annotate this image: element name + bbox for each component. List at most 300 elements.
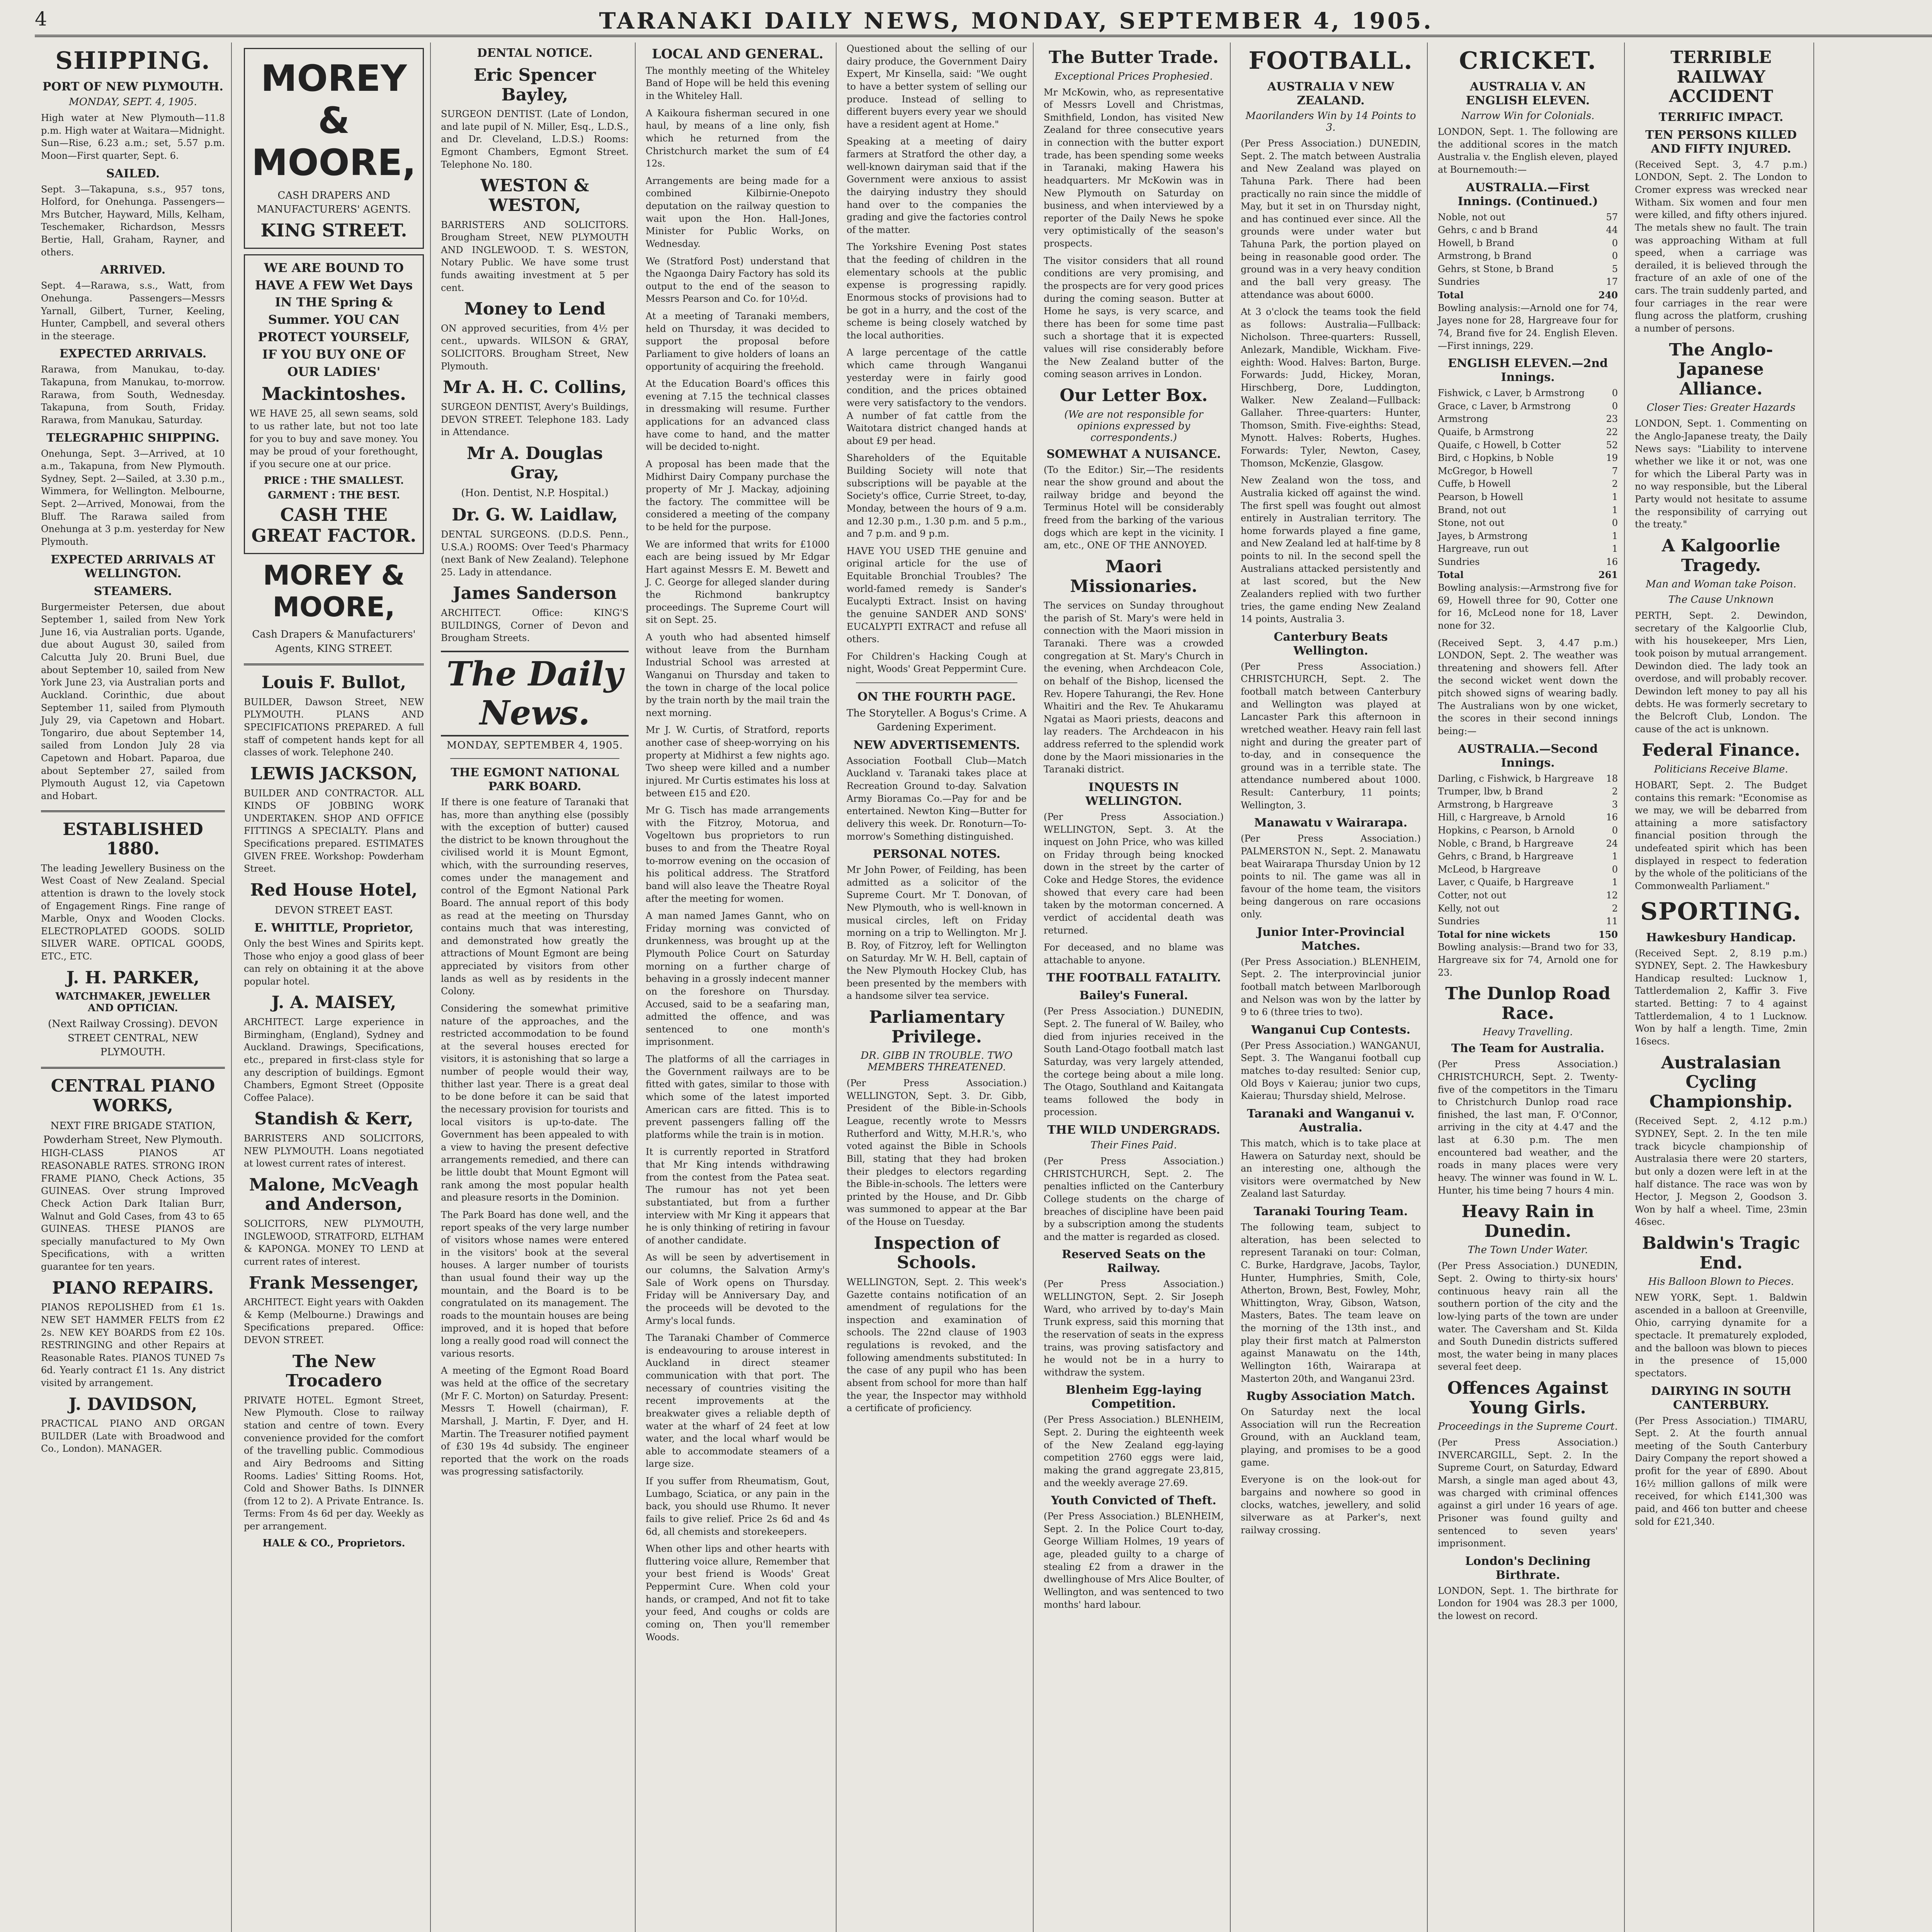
- batsman-name: Gehrs, st Stone, b Brand: [1438, 263, 1554, 274]
- batsman-name: Noble, not out: [1438, 211, 1505, 223]
- batsman-name: Cotter, not out: [1438, 889, 1507, 901]
- scorecard-row: [1438, 250, 1618, 263]
- divider: [856, 682, 1017, 683]
- sporting-heading: SPORTING.: [1640, 897, 1802, 925]
- batsman-runs: 17: [1606, 276, 1618, 287]
- personal-notes-text: Mr John Power, of Feilding, has been admitted as a solicitor of the Supreme Court. Mr T. Donovan, of New Plymouth, who is well-known in musical circles, left on Friday morning on a trip to Wellington. Mr J. B. Roy, of Fitzroy, left for Wellington on Saturday. Mr W. H. Bell, captain of the New Plymouth Hockey Club, has been presented by the members with a handsome silver tea service.: [847, 864, 1027, 1002]
- whittle-heading: E. WHITTLE, Proprietor,: [254, 921, 413, 935]
- rugby-association-text: On Saturday next the local Association will run the Recreation Ground, with an Auckland team, playing, and promises to be a good game.: [1241, 1406, 1421, 1468]
- expected-text: Rarawa, from Manukau, to-day. Takapuna, from Manukau, to-morrow. Rarawa, from South, Wednesday. Takapuna, from South, Friday. Rarawa, from Manukau, Saturday.: [41, 364, 225, 425]
- scorecard-row: [1438, 785, 1618, 798]
- news-paragraph: When other lips and other hearts with fluttering voice allure, Remember that your best friend is Woods' Great Peppermint Cure. When cold your hands, or cramped, And not fit to take your feed, And coughs or colds are coming on, Then you'll remember Woods.: [646, 1543, 830, 1643]
- scorecard-row: [1438, 478, 1618, 491]
- bailey-funeral-text: (Per Press Association.) DUNEDIN, Sept. 2. The funeral of W. Bailey, who died from injuries received in the South Land-Otago football match last Saturday, was very largely attended, the cortege being about a mile long. The Otago, Southland and Kaitangata teams followed the body in procession.: [1044, 1006, 1224, 1118]
- scorecard-total-label: Total: [1438, 289, 1464, 301]
- local-general-heading: LOCAL AND GENERAL.: [652, 46, 823, 62]
- batsman-runs: 12: [1606, 889, 1618, 901]
- piano-works-text: HIGH-CLASS PIANOS AT REASONABLE RATES. STRONG IRON FRAME PIANO, Check Actions, 35 GUINEAS. Over strung Improved Check Action Dark Italian Burr, Walnut and Gold Cases, from 43 to 65 GUINEAS. THESE PIANOS are specially manufactured to My Own Specifications, with a written guarantee for ten years.: [41, 1148, 225, 1272]
- column-8: [1432, 43, 1625, 1932]
- scorecard-row: [1438, 413, 1618, 426]
- scorecard-row: [1438, 387, 1618, 400]
- telegraphic-heading: TELEGRAPHIC SHIPPING.: [46, 431, 219, 445]
- batsman-name: Gehrs, c Brand, b Hargreave: [1438, 851, 1574, 862]
- kalgoorlie-sub: Man and Woman take Poison.: [1646, 578, 1796, 590]
- batsman-runs: 1: [1612, 851, 1618, 862]
- batsman-runs: 0: [1612, 388, 1618, 399]
- junior-text: (Per Press Association.) BLENHEIM, Sept. 2. The interprovincial junior football match between Marlborough and Nelson was won by the latter by 9 to 6 (three tries to two).: [1241, 956, 1421, 1018]
- arrived-text: Sept. 4—Rarawa, s.s., Watt, from Onehunga. Passengers—Messrs Yarnall, Gilbert, Turner, Keeling, Hunter, Campbell, and several others in the steerage.: [41, 280, 225, 342]
- collins-text: SURGEON DENTIST, Avery's Buildings, DEVON STREET. Telephone 183. Lady in Attendance.: [441, 401, 629, 438]
- second-innings-heading: ENGLISH ELEVEN.—2nd Innings.: [1447, 357, 1608, 384]
- letter-box-sub: (We are not responsible for opinions expressed by correspondents.): [1064, 408, 1203, 444]
- everyone-text: Everyone is on the look-out for bargains and nowhere so good in clocks, watches, jewellery, and solid silverware as at Parker's, next railway crossing.: [1241, 1474, 1421, 1536]
- sailed-text: Sept. 3—Takapuna, s.s., 957 tons, Holford, for Onehunga. Passengers—Mrs Butcher, Hayward, Mills, Kelham, Teschemaker, Richardson, Messrs Bertie, Hall, Graham, Rayner, and others.: [41, 184, 225, 258]
- scorecard-row: [1438, 263, 1618, 276]
- news-paragraph: The Yorkshire Evening Post states that the feeding of children in the elementary schools at the public expense is progressing rapidly. Enormous stocks of provisions had to be got in a hurry, and the cost of the scheme is being closely watched by the local authorities.: [847, 242, 1027, 341]
- batsman-runs: 5: [1612, 263, 1618, 274]
- hawkesbury-heading: Hawkesbury Handicap.: [1646, 930, 1796, 944]
- anglo-japanese-sub: Closer Ties: Greater Hazards: [1646, 402, 1796, 414]
- batsman-runs: 0: [1612, 250, 1618, 262]
- parker-name: J. H. PARKER,: [66, 968, 200, 988]
- bullot-text: BUILDER, Dawson Street, NEW PLYMOUTH. PLANS AND SPECIFICATIONS PREPARED. A full staff of competent hands kept for all classes of work. Telephone 240.: [244, 696, 424, 758]
- port-heading: PORT OF NEW PLYMOUTH.: [43, 80, 223, 94]
- youth-theft-text: (Per Press Association.) BLENHEIM, Sept. 2. In the Police Court to-day, George William Holmes, 19 years of age, pleaded guilty to a charge of stealing £2 from a drawer in the dwellinghouse of Mrs Alice Boulter, of Wellington, and was sentenced to two months' hard labour.: [1044, 1511, 1224, 1610]
- scorecard-row: [1438, 530, 1618, 543]
- wild-undergrads-text: (Per Press Association.) CHRISTCHURCH, Sept. 2. The penalties inflicted on the Canterbury College students on the charge of breaches of discipline have been paid by a subscription among the students and the matter is regarded as closed.: [1044, 1156, 1224, 1242]
- scorecard-row: [1438, 465, 1618, 478]
- batsman-name: Noble, c Brand, b Hargreave: [1438, 838, 1574, 849]
- batsman-runs: 16: [1606, 812, 1618, 823]
- davidson-text: PRACTICAL PIANO AND ORGAN BUILDER (Late with Broadwood and Co., London). MANAGER.: [41, 1418, 225, 1454]
- column-6: [1037, 43, 1231, 1932]
- piano-works-heading: CENTRAL PIANO WORKS,: [51, 1076, 215, 1116]
- scorecard-row: [1438, 504, 1618, 517]
- dunlop-heading: The Dunlop Road Race.: [1445, 984, 1611, 1023]
- wet-days-text: WE ARE BOUND TO HAVE A FEW Wet Days IN THE Spring & Summer. YOU CAN PROTECT YOURSELF, IF YOU BUY ONE OF OUR LADIES': [255, 260, 413, 379]
- kalgoorlie-heading: A Kalgoorlie Tragedy.: [1662, 536, 1781, 575]
- news-paragraph: A Kaikoura fisherman secured in one haul, by means of a line only, fish which he returned from the Christchurch market the sum of £4 12s.: [646, 107, 830, 169]
- inspection-heading: Inspection of Schools.: [874, 1233, 1000, 1273]
- batsman-name: Howell, b Brand: [1438, 237, 1514, 248]
- collins-heading: Mr A. H. C. Collins,: [443, 378, 627, 398]
- scorecard-row: [1438, 400, 1618, 413]
- scorecard-row: [1438, 850, 1618, 863]
- rugby-association-heading: Rugby Association Match.: [1246, 1389, 1415, 1403]
- scorecard-total-runs: 240: [1598, 289, 1618, 301]
- editorial-paragraph: The Park Board has done well, and the report speaks of the very large number of visitors whose names were entered in the visitors' book at the several houses. A larger number of tourists than usual found their way up the mountain, and the Board is to be congratulated on its management. The roads to the mountain houses are being improved, and it is hoped that before long a really good road will connect the various resorts.: [441, 1209, 629, 1359]
- batsman-runs: 57: [1606, 211, 1618, 223]
- established-heading: ESTABLISHED 1880.: [63, 819, 203, 859]
- gray-text: (Hon. Dentist, N.P. Hospital.): [461, 487, 609, 499]
- privilege-sub: DR. GIBB IN TROUBLE. TWO MEMBERS THREATENED.: [861, 1050, 1013, 1073]
- laidlaw-text: DENTAL SURGEONS. (D.D.S. Penn., U.S.A.) ROOMS: Over Teed's Pharmacy (next Bank of New Zealand). Telephone 25. Lady in attendance.: [441, 529, 629, 578]
- scorecard-row: [1438, 915, 1618, 928]
- news-paragraph: We (Stratford Post) understand that the Ngaonga Dairy Factory has sold its output to the end of the season to Messrs Pearson and Co. for 10½d.: [646, 255, 830, 304]
- news-paragraph: Mr J. W. Curtis, of Stratford, reports another case of sheep-worrying on his property at Midhirst a few nights ago. Two sheep were killed and a number injured. Mr Curtis estimates his loss at between £15 and £20.: [646, 724, 830, 799]
- inquests-text-cont: For deceased, and no blame was attachable to anyone.: [1044, 942, 1224, 966]
- weston-text: BARRISTERS AND SOLICITORS. Brougham Street, NEW PLYMOUTH AND INGLEWOOD. T. S. WESTON, Notary Public. We have some trust funds awaiting investment at 5 per cent.: [441, 219, 629, 293]
- batsman-runs: 16: [1606, 556, 1618, 567]
- batsman-runs: 2: [1612, 786, 1618, 797]
- batsman-runs: 11: [1606, 916, 1618, 927]
- football-heading: FOOTBALL.: [1248, 46, 1413, 75]
- maori-missionaries-heading: Maori Missionaries.: [1070, 556, 1197, 596]
- batsman-runs: 2: [1612, 903, 1618, 914]
- match-text-2: At 3 o'clock the teams took the field as follows: Australia—Fullback: Nicholson. Three-quarters: Russell, Anlezark, Mandible, Wickham. Five-eighth: Wood. Halves: Barton, Burge. Forwards: Judd, Hickey, Moran, Hirschberg, Dore, Luddington, Walker. New Zealand—Fullback: Gallaher. Three-quarters: Hunter, Thomson, Smith. Five-eighths: Stead, Mynott. Halves: Roberts, Hughes. Forwards: Tyler, Newton, Casey, Thomson, McKenzie, Glasgow.: [1241, 306, 1421, 469]
- scorecard-row: [1438, 876, 1618, 889]
- scorecard-row: [1438, 837, 1618, 850]
- malone-heading: Malone, McVeagh and Anderson,: [249, 1175, 419, 1214]
- cricket-match-sub: Narrow Win for Colonials.: [1461, 110, 1595, 122]
- dental-notice-heading: DENTAL NOTICE.: [477, 46, 593, 60]
- butter-trade-text-2: The visitor considers that all round conditions are very promising, and the prospects are for very good prices during the coming season. Butter at Home he says, is very scarce, and there has been for some time past such a shortage that it is expected values will rise considerably before the New Zealand butter of the coming season arrives in London.: [1044, 255, 1224, 380]
- scorecard-total: [1438, 289, 1618, 302]
- offences-sub: Proceedings in the Supreme Court.: [1438, 1421, 1618, 1433]
- batsman-name: Stone, not out: [1438, 517, 1505, 529]
- money-to-lend-heading: Money to Lend: [464, 299, 605, 319]
- mackintosh-ad: [244, 254, 424, 554]
- second-report: (Received Sept. 3, 4.47 p.m.) LONDON, Sept. 2. The weather was threatening and showers fell. After the second wicket went down the pitch showed signs of wearing badly. The Australians won by one wicket, the scores in their second innings being:—: [1438, 637, 1618, 736]
- letter-text: (To the Editor.) Sir,—The residents near the show ground and about the railway bridge and beyond the Terminus Hotel will be considerably freed from the barking of the various dogs which are kept in the vicinity. I am, etc., ONE OF THE ANNOYED.: [1044, 464, 1224, 551]
- offences-heading: Offences Against Young Girls.: [1447, 1378, 1609, 1418]
- scorecard-row: [1438, 491, 1618, 504]
- wild-undergrads-sub: Their Fines Paid.: [1090, 1139, 1177, 1151]
- batsman-name: Hargreave, run out: [1438, 543, 1529, 554]
- news-paragraph: Mr G. Tisch has made arrangements with the Fitzroy, Motorua, and Vogeltown bus proprietors to run buses to and from the Theatre Royal to-morrow evening on the occasion of his political address. The Stratford band will also leave the Theatre Royal after the meeting for women.: [646, 805, 830, 904]
- column-2: [238, 43, 431, 1932]
- scorecard-total: [1438, 568, 1618, 582]
- jackson-heading: LEWIS JACKSON,: [250, 764, 418, 784]
- column-4: [639, 43, 837, 1932]
- scorecard-row: [1438, 811, 1618, 824]
- news-paragraph: At a meeting of Taranaki members, held on Thursday, it was decided to support the proposal before Parliament to give holders of loans an opportunity of acquiring the freehold.: [646, 311, 830, 372]
- editorial-paragraph: Considering the somewhat primitive nature of the approaches, and the restricted accommodation to be found at the several houses erected for visitors, it is astonishing that so large a number of people would their way, thither last year. There is a great deal to be done before it can be said that the necessary provision for tourists and local visitors is up-to-date. The Government has been appealed to with a view to having the present defective arrangements remedied, and there can be little doubt that Mount Egmont will rank among the most popular health and pleasure resorts in the Dominion.: [441, 1003, 629, 1203]
- birthrate-text: LONDON, Sept. 1. The birthrate for London for 1904 was 28.3 per 1000, the lowest on record.: [1438, 1585, 1618, 1622]
- scorecard-row: [1438, 889, 1618, 902]
- butter-trade-sub: Exceptional Prices Prophesied.: [1054, 70, 1213, 82]
- heavy-rain-text: (Per Press Association.) DUNEDIN, Sept. 2. Owing to thirty-six hours' continuous heavy rain all the southern portion of the city and the low-lying parts of the town are under water. The Caversham and St. Kilda and South Dunedin districts suffered most, the water being in many places several feet deep.: [1438, 1260, 1618, 1372]
- news-paragraph: The Taranaki Chamber of Commerce is endeavouring to arouse interest in Auckland in direct steamer communication with that port. The necessary of countries visiting the recent improvements at the breakwater gives a reliable depth of water at the wharf of 24 feet at low water, and the local wharf would be able to accommodate steamers of a large size.: [646, 1332, 830, 1469]
- personal-notes-heading: PERSONAL NOTES.: [872, 847, 1001, 861]
- canterbury-text: (Per Press Association.) CHRISTCHURCH, Sept. 2. The football match between Canterbury and Wellington was played at Lancaster Park this afternoon in wretched weather. Heavy rain fell last night and during the greater part of to-day, and in consequence the ground was in a terrible state. The attendance numbered about 1000. Result: Canterbury, 11 points; Wellington, 3.: [1241, 661, 1421, 811]
- federal-finance-heading: Federal Finance.: [1642, 740, 1800, 760]
- scorecard-row: [1438, 543, 1618, 556]
- red-house-heading: Red House Hotel,: [250, 880, 418, 900]
- wellington-arrivals-heading: EXPECTED ARRIVALS AT WELLINGTON.: [51, 553, 215, 580]
- bowling-analysis: Bowling analysis:—Brand two for 33, Hargreave six for 74, Arnold one for 23.: [1438, 942, 1618, 978]
- kalgoorlie-text: PERTH, Sept. 2. Dewindon, secretary of the Kalgoorlie Club, with his housekeeper, Mrs Lien, took poison by mutual arrangement. Dewindon died. The lady took an overdose, and will probably recover. Dewindon left money to pay all his debts. He was formerly secretary to the Belcroft Club, London. The cause of the act is unknown.: [1635, 610, 1807, 735]
- manawatu-heading: Manawatu v Wairarapa.: [1254, 816, 1408, 830]
- news-paragraph: A proposal has been made that the Midhirst Dairy Company purchase the property of Mr J. Mackay, adjoining the factory. The committee will be considered a meeting of the company to be held for the purpose.: [646, 458, 830, 533]
- port-date: MONDAY, SEPT. 4, 1905.: [69, 96, 197, 108]
- editorial-paragraph: If there is one feature of Taranaki that has, more than anything else (possibly with the exception of butter) caused the district to be known throughout the civilised world it is Mount Egmont, which, with the surrounding reserves, comes under the management and control of the Egmont National Park Board. The annual report of this body as read at the meeting on Thursday contains much that was interesting, and demonstrated how greatly the attractions of Mount Egmont are being appreciated by visitors from other lands as well as by residents in the Colony.: [441, 796, 629, 997]
- batsman-runs: 0: [1612, 864, 1618, 875]
- touring-team-heading: Taranaki Touring Team.: [1253, 1205, 1408, 1218]
- canterbury-heading: Canterbury Beats Wellington.: [1274, 630, 1388, 658]
- cricket-match-heading: AUSTRALIA V. AN ENGLISH ELEVEN.: [1466, 80, 1590, 107]
- heavy-rain-sub: The Town Under Water.: [1468, 1244, 1588, 1256]
- batsman-runs: 1: [1612, 543, 1618, 554]
- batsman-runs: 0: [1612, 825, 1618, 836]
- batsman-name: Pearson, b Howell: [1438, 491, 1524, 502]
- scorecard-total-label: Total: [1438, 569, 1464, 581]
- dunlop-sub: Heavy Travelling.: [1483, 1026, 1573, 1038]
- piano-works-address: NEXT FIRE BRIGADE STATION, Powderham Street, New Plymouth.: [43, 1120, 223, 1146]
- batsman-name: McLeod, b Hargreave: [1438, 864, 1541, 875]
- anglo-japanese-text: LONDON, Sept. 1. Commenting on the Anglo-Japanese treaty, the Daily News says: "Liability to intervene whether we like it or not, was one for which the Liberal Party was in no way responsible, but the Liberal Party would not hesitate to assume the responsibility of carrying out the treaty.": [1635, 418, 1807, 530]
- batsman-runs: 7: [1612, 465, 1618, 476]
- scorecard-total-label: Total for nine wickets: [1438, 929, 1551, 940]
- wanganui-text: (Per Press Association.) WANGANUI, Sept. 3. The Wanganui football cup matches to-day resulted: Senior cup, Old Boys v Kaierau; junior two cups, Kaierau; Thursday shield, Melrose.: [1241, 1040, 1421, 1102]
- morey-moore-sub-2: Cash Drapers & Manufacturers' Agents, KING STREET.: [252, 629, 416, 655]
- editorial-paragraph: A meeting of the Egmont Road Board was held at the office of the secretary (Mr F. C. Morton) on Saturday. Present: Messrs T. Howell (chairman), F. Marshall, J. Martin, F. Dyer, and H. Martin. The Treasurer notified payment of £30 19s 4d subsidy. The engineer reported that the work on the roads was progressing satisfactorily.: [441, 1365, 629, 1477]
- maisey-heading: J. A. MAISEY,: [271, 993, 396, 1013]
- third-innings-heading: AUSTRALIA.—Second Innings.: [1458, 742, 1598, 770]
- baldwin-sub: His Balloon Blown to Pieces.: [1648, 1276, 1794, 1288]
- news-paragraph: For Children's Hacking Cough at night, Woods' Great Peppermint Cure.: [847, 651, 1027, 675]
- manawatu-text: (Per Press Association.) PALMERSTON N., Sept. 2. Manawatu beat Wairarapa Thursday Union by 12 points to nil. The game was all in favour of the home team, the visitors being dangerous on rare occasions only.: [1241, 833, 1421, 920]
- bayley-text: SURGEON DENTIST. (Late of London, and late pupil of N. Miller, Esq., L.D.S., and Dr. Cleveland, L.D.S.) Rooms: Egmont Chambers, Egmont Street. Telephone No. 180.: [441, 109, 629, 170]
- railway-accident-sub-2: TEN PERSONS KILLED AND FIFTY INJURED.: [1645, 128, 1797, 156]
- batsman-name: Kelly, not out: [1438, 903, 1500, 914]
- laidlaw-heading: Dr. G. W. Laidlaw,: [452, 505, 618, 525]
- railway-accident-sub: TERRIFIC IMPACT.: [1658, 110, 1784, 124]
- column-5: [840, 43, 1034, 1932]
- heavy-rain-heading: Heavy Rain in Dunedin.: [1461, 1202, 1594, 1241]
- taranaki-wanganui-text: This match, which is to take place at Hawera on Saturday next, should be an interesting one, although the visitors were overmatched by New Zealand last Saturday.: [1241, 1138, 1421, 1199]
- cycling-text: (Received Sept. 2, 4.12 p.m.) SYDNEY, Sept. 2. In the ten mile track bicycle championship of Australasia there were 20 starters, but only a dozen were left in at the half distance. The race was won by Hector, J. Megson 2, Goodson 3. Won by half a wheel. Time, 23min 46sec.: [1635, 1116, 1807, 1228]
- batsman-name: Laver, c Quaife, b Hargreave: [1438, 877, 1574, 888]
- news-paragraph: A large percentage of the cattle which came through Wanganui yesterday were in fairly good condition, and the prices obtained were very satisfactory to the vendors. A number of fat cattle from the Waitotara district changed hands at about £9 per head.: [847, 347, 1027, 446]
- new-ads-heading: NEW ADVERTISEMENTS.: [853, 738, 1020, 752]
- cricket-heading: CRICKET.: [1459, 46, 1597, 75]
- column-1: [35, 43, 232, 1932]
- editorial-dateline: MONDAY, SEPTEMBER 4, 1905.: [446, 739, 623, 751]
- morey-moore-street: KING STREET.: [260, 219, 407, 241]
- news-paragraph: The monthly meeting of the Whiteley Band of Hope will be held this evening in the Whiteley Hall.: [646, 65, 830, 102]
- batsman-runs: 22: [1606, 426, 1618, 437]
- piano-repairs-heading: PIANO REPAIRS.: [52, 1278, 214, 1298]
- scorecard-row: [1438, 772, 1618, 786]
- scorecard-total-runs: 150: [1598, 929, 1618, 940]
- news-paragraph: A youth who had absented himself without leave from the Burnham Industrial School was arrested at Wanganui on Thursday and taken to the town in charge of the local police by the train north by the mail train the next morning.: [646, 632, 830, 718]
- batsman-name: Fishwick, c Laver, b Armstrong: [1438, 388, 1585, 399]
- standish-text: BARRISTERS AND SOLICITORS, NEW PLYMOUTH. Loans negotiated at lowest current rates of interest.: [244, 1133, 424, 1169]
- scorecard-row: [1438, 276, 1618, 289]
- hale-line: HALE & CO., Proprietors.: [262, 1537, 405, 1549]
- batsman-name: Gehrs, c and b Brand: [1438, 224, 1538, 236]
- telegraphic-text: Onehunga, Sept. 3—Arrived, at 10 a.m., Takapuna, from New Plymouth. Sydney, Sept. 2—Sailed, at 3.30 p.m., Wimmera, for Wellington. Melbourne, Sept. 2—Arrived, Monowai, from the Bluff. The Rarawa sailed from Onehunga at 3 p.m. yesterday for New Plymouth.: [41, 448, 225, 547]
- match-text: (Per Press Association.) DUNEDIN, Sept. 2. The match between Australia and New Zealand was played on Tahuna Park. There had been practically no rain since the middle of May, but it set in on Thursday night, and has continued ever since. All the grounds were under water but Tahuna Park, the portion played on being in reasonable good order. The ground was in a very heavy condition and the ball very greasy. The attendance was about 6000.: [1241, 138, 1421, 300]
- steamers-heading: STEAMERS.: [94, 584, 172, 598]
- butter-trade-heading: The Butter Trade.: [1049, 48, 1219, 67]
- news-paragraph: As will be seen by advertisement in our columns, the Salvation Army's Sale of Work opens on Thursday. Friday will be Anniversary Day, and the proceeds will be devoted to the Army's local funds.: [646, 1252, 830, 1326]
- weston-heading: WESTON & WESTON,: [480, 176, 589, 215]
- scorecard-row: [1438, 902, 1618, 915]
- batsman-name: Hopkins, c Pearson, b Arnold: [1438, 825, 1575, 836]
- scorecard-row: [1438, 798, 1618, 811]
- column-3: [435, 43, 636, 1932]
- scorecard-first-innings: [1438, 211, 1618, 289]
- bowling-analysis: Bowling analysis:—Armstrong five for 69, Howell three for 90, Cotter one for 16, McLeod none for 18, Laver none for 32.: [1438, 582, 1618, 631]
- newspaper-nameplate: The Daily News.: [441, 651, 629, 736]
- scorecard-row: [1438, 824, 1618, 837]
- davidson-heading: J. DAVIDSON,: [68, 1394, 197, 1414]
- parker-address: (Next Railway Crossing). DEVON STREET CENTRAL, NEW PLYMOUTH.: [48, 1018, 218, 1058]
- federal-finance-text: HOBART, Sept. 2. The Budget contains this remark: "Economise as we may, we will be debarred from attaining a more satisfactory financial position through the undefeated spirit which has been displayed in respect to federation by the whole of the politicians of the Commonwealth Parliament.": [1635, 779, 1807, 891]
- scorecard-row: [1438, 439, 1618, 452]
- batsman-runs: 0: [1612, 517, 1618, 529]
- wild-undergrads-heading: THE WILD UNDERGRADS.: [1047, 1123, 1220, 1137]
- baldwin-text: NEW YORK, Sept. 1. Baldwin ascended in a balloon at Greenville, Ohio, carrying dynamite for a spectacle. It prematurely exploded, and the balloon was blown to pieces in the presence of 15,000 spectators.: [1635, 1292, 1807, 1379]
- scorecard-row: [1438, 556, 1618, 569]
- news-paragraph: We are informed that writs for £1000 each are being issued by Mr Edgar Hart against Messrs E. M. Bewett and J. C. George for alleged slander during the Richmond bankruptcy proceedings. The Supreme Court will sit on Sept. 25.: [646, 539, 830, 626]
- blenheim-text: (Per Press Association.) BLENHEIM, Sept. 2. During the eighteenth week of the New Zealand egg-laying competition 2760 eggs were laid, making the grand aggregate 23,815, and the weekly average 27.69.: [1044, 1414, 1224, 1488]
- editorial-heading: THE EGMONT NATIONAL PARK BOARD.: [451, 765, 619, 793]
- piano-repairs-text: PIANOS REPOLISHED from £1 1s. NEW SET HAMMER FELTS from £2 2s. NEW KEY BOARDS from £2 10s. RESTRINGING and other Repairs at Reasonable Rates. PIANOS TUNED 7s 6d. Yearly contract £1 1s. Any district visited by arrangement.: [41, 1302, 225, 1389]
- batsman-runs: 0: [1612, 400, 1618, 412]
- divider: [41, 1067, 225, 1069]
- batsman-runs: 44: [1606, 224, 1618, 236]
- mackintosh-text: WE HAVE 25, all sewn seams, sold to us rather late, but not too late for you to buy and save money. You may be proud of your forethought, if you secure one at our price.: [250, 408, 418, 469]
- scorecard-row: [1438, 863, 1618, 876]
- scorecard-row: [1438, 426, 1618, 439]
- expected-heading: EXPECTED ARRIVALS.: [59, 347, 207, 361]
- batsman-name: Darling, c Fishwick, b Hargreave: [1438, 773, 1594, 784]
- messenger-heading: Frank Messenger,: [248, 1273, 419, 1293]
- messenger-text: ARCHITECT. Eight years with Oakden & Kemp (Melbourne.) Drawings and Specifications prepared. Office: DEVON STREET.: [244, 1297, 424, 1346]
- trocadero-text: PRIVATE HOTEL. Egmont Street, New Plymouth. Close to railway station and centre of town. Every convenience provided for the comfort of the travelling public. Commodious and Airy Bedrooms and Sitting Rooms. Ladies' Sitting Rooms. Hot, Cold and Shower Baths. Is DINNER (from 12 to 2). A Private Entrance. Is. Terms: From 4s 6d per day. Weekly as per arrangement.: [244, 1395, 424, 1532]
- red-house-sub: DEVON STREET EAST.: [274, 904, 393, 916]
- taranaki-wanganui-heading: Taranaki and Wanganui v. Australia.: [1247, 1107, 1415, 1134]
- news-paragraph: Speaking at a meeting of dairy farmers at Stratford the other day, a well-known dairyman said that if the Government were anxious to assist the dairying industry they should hand over to the companies the grading and give the factories control of the matter.: [847, 136, 1027, 235]
- batsman-name: Quaife, b Armstrong: [1438, 426, 1534, 437]
- anglo-japanese-heading: The Anglo-Japanese Alliance.: [1669, 340, 1773, 399]
- wanganui-heading: Wanganui Cup Contests.: [1251, 1023, 1411, 1037]
- dairying-text: (Per Press Association.) TIMARU, Sept. 2. At the fourth annual meeting of the South Canterbury Dairy Company the report showed a profit for the year of £890. About 16½ million gallons of milk were received, for which £141,300 was paid, and 466 ton butter and cheese sold for £21,340.: [1635, 1415, 1807, 1527]
- morey-moore-heading: MOREY & MOORE,: [252, 58, 416, 184]
- privilege-text: (Per Press Association.) WELLINGTON, Sept. 3. Dr. Gibb, President of the Bible-in-Schools League, recently wrote to Messrs Rutherford and Witty, M.H.R.'s, who voted against the Bible in Schools Bill, stating that they had broken their pledges to electors regarding the Bible-in-schools. The letters were printed by the House, and Dr. Gibb was summoned to appear at the Bar of the House on Tuesday.: [847, 1078, 1027, 1228]
- batsman-name: Jayes, b Armstrong: [1438, 530, 1528, 541]
- dairying-heading: DAIRYING IN SOUTH CANTERBURY.: [1651, 1384, 1791, 1412]
- batsman-runs: 52: [1606, 439, 1618, 451]
- inspection-text: WELLINGTON, Sept. 2. This week's Gazette contains notification of an amendment of regulations for the inspection and examination of schools. The 22nd clause of 1903 regulations is revoked, and the following amendments substituted: In the case of any pupil who has been absent from school for more than half the year, the Inspector may withhold a certificate of proficiency.: [847, 1276, 1027, 1414]
- football-fatality-heading: THE FOOTBALL FATALITY.: [1046, 971, 1221, 985]
- gray-heading: Mr A. Douglas Gray,: [466, 443, 603, 483]
- batsman-runs: 1: [1612, 491, 1618, 502]
- blenheim-heading: Blenheim Egg-laying Competition.: [1066, 1383, 1202, 1411]
- news-paragraph: A man named James Gannt, who on Friday morning was convicted of drunkenness, was brought up at the Plymouth Police Court on Saturday morning on a further charge of behaving in a grossly indecent manner on the foreshore on Thursday. Accused, said to be a seafaring man, admitted the offence, and was sentenced to one month's imprisonment.: [646, 910, 830, 1048]
- batsman-name: Armstrong: [1438, 413, 1488, 425]
- bailey-funeral-heading: Bailey's Funeral.: [1079, 989, 1188, 1003]
- touring-team-text: The following team, subject to alteration, has been selected to represent Taranaki on tour: Colman, C. Burke, Hardgrave, Jacobs, Taylor, Hunter, Humphries, Smith, Cole, Atherton, Brown, Best, Fowley, Mohr, Whittington, Wray, Gibson, Watson, Masters, Bates. The team leave on the morning of the 13th inst., and play their first match at Palmerston against Manawatu on the 14th, Wellington 16th, Wairarapa at Masterton 20th, and Wanganui 23rd.: [1241, 1222, 1421, 1384]
- batsman-runs: 23: [1606, 413, 1618, 425]
- news-paragraph: If you suffer from Rheumatism, Gout, Lumbago, Sciatica, or any pain in the back, you should use Rhumo. It never fails to give relief. Price 2s 6d and 4s 6d, all chemists and storekeepers.: [646, 1476, 830, 1537]
- junior-heading: Junior Inter-Provincial Matches.: [1257, 925, 1405, 953]
- match-text-3: New Zealand won the toss, and Australia kicked off against the wind. The first spell was fought out almost entirely in Australian territory. The home forwards played a fine game, and New Zealand led at half-time by 8 points to nil. In the second spell the Australians attacked persistently and at last scored, but the New Zealanders replied with two further tries, the game ending New Zealand 14 points, Australia 3.: [1241, 475, 1421, 625]
- jackson-text: BUILDER AND CONTRACTOR. ALL KINDS OF JOBBING WORK UNDERTAKEN. SHOP AND OFFICE FITTINGS A SPECIALTY. Plans and Specifications prepared. ESTIMATES GIVEN FREE. Workshop: Powderham Street.: [244, 787, 424, 874]
- cricket-match-text: LONDON, Sept. 1. The following are the additional scores in the match Australia v. the English eleven, played at Bournemouth:—: [1438, 126, 1618, 175]
- hawkesbury-text: (Received Sept. 2, 8.19 p.m.) SYDNEY, Sept. 2. The Hawkesbury Handicap resulted: Lucknow 1, Tattlerdemalion 2, Kaffir 3. Five started. Betting: 7 to 4 against Tattlerdemalion, 4 to 1 Lucknow. Won by half a length. Time, 2min 16secs.: [1635, 947, 1807, 1047]
- match-heading: AUSTRALIA V NEW ZEALAND.: [1267, 80, 1395, 107]
- column-10: [1818, 43, 1932, 1932]
- garment-line: GARMENT : THE BEST.: [268, 490, 400, 502]
- established-text: The leading Jewellery Business on the West Coast of New Zealand. Special attention is drawn to the lovely stock of Engagement Rings. Fine range of Marble, Onyx and Wooden Clocks. ELECTROPLATED GOODS. SOLID SILVER WARE. OPTICAL GOODS, ETC., ETC.: [41, 862, 225, 962]
- whittle-text: Only the best Wines and Spirits kept. Those who enjoy a good glass of beer can rely on obtaining it at the above popular hotel.: [244, 938, 424, 987]
- scorecard-row: [1438, 517, 1618, 530]
- trocadero-heading: The New Trocadero: [286, 1351, 382, 1391]
- scorecard-row: [1438, 224, 1618, 237]
- first-innings-heading: AUSTRALIA.—First Innings. (Continued.): [1458, 180, 1598, 208]
- masthead: [35, 5, 1932, 37]
- scorecard-third-innings: [1438, 772, 1618, 928]
- parker-line: WATCHMAKER, JEWELLER AND OPTICIAN.: [55, 991, 211, 1014]
- butter-trade-text: Mr McKowin, who, as representative of Messrs Lovell and Christmas, Smithfield, London, has visited New Zealand for three consecutive years in connection with the butter export trade, has been spending some weeks in Taranaki, making Hawera his headquarters. Mr McKowin was in New Plymouth on Saturday on business, and when interviewed by a reporter of the Daily News he spoke very optimistically of the season's prospects.: [1044, 87, 1224, 249]
- batsman-runs: 19: [1606, 452, 1618, 464]
- letter-box-heading: Our Letter Box.: [1060, 385, 1208, 405]
- batsman-name: Sundries: [1438, 916, 1480, 927]
- money-to-lend-text: ON approved securities, from 4½ per cent., upwards. WILSON & GRAY, SOLICITORS. Brougham Street, New Plymouth.: [441, 323, 629, 372]
- news-paragraph: Arrangements are being made for a combined Kilbirnie-Onepoto deputation on the railway question to wait upon the Hon. Hall-Jones, Minister for Public Works, on Wednesday.: [646, 175, 830, 249]
- batsman-name: Quaife, c Howell, b Cotter: [1438, 439, 1561, 451]
- arrived-heading: ARRIVED.: [100, 263, 166, 277]
- scorecard-row: [1438, 211, 1618, 224]
- railway-accident-text: (Received Sept. 3, 4.7 p.m.) LONDON, Sept. 2. The London to Cromer express was wrecked near Witham. Six women and four men were killed, and fifty others injured. The metals shew no fault. The train was approaching Witham at full speed, when a carriage was derailed, it is believed through the fracture of an axle of one of the cars. The train suddenly parted, and four carriages in the rear were flung across the platform, crushing a number of persons.: [1635, 159, 1807, 334]
- batsman-name: Sundries: [1438, 556, 1480, 567]
- scorecard-row: [1438, 237, 1618, 250]
- batsman-runs: 2: [1612, 478, 1618, 490]
- new-ads-text: Association Football Club—Match Auckland v. Taranaki takes place at Recreation Ground to-day. Salvation Army Bioramas Co.—Pay for and be entertained. Newton King—Butter for delivery this week. Dr. Ronoturn—To-morrow's Something distinguished.: [847, 755, 1027, 842]
- news-paragraph: It is currently reported in Stratford that Mr King intends withdrawing from the contest from the Patea seat. The rumour has not yet been substantiated, but from a further interview with Mr King it appears that he is only thinking of retiring in favour of another candidate.: [646, 1146, 830, 1246]
- bayley-heading: Eric Spencer Bayley,: [473, 65, 596, 105]
- dunlop-team-heading: The Team for Australia.: [1451, 1042, 1605, 1056]
- morey-moore-ad: [244, 48, 424, 249]
- privilege-heading: Parliamentary Privilege.: [869, 1007, 1004, 1047]
- scorecard-second-innings: [1438, 387, 1618, 568]
- inquests-heading: INQUESTS IN WELLINGTON.: [1085, 780, 1182, 808]
- price-line: PRICE : THE SMALLEST.: [264, 475, 404, 487]
- batsman-runs: 1: [1612, 877, 1618, 888]
- batsman-name: Armstrong, b Brand: [1438, 250, 1532, 262]
- mackintoshes-heading: Mackintoshes.: [262, 383, 406, 405]
- cash-line: CASH THE GREAT FACTOR.: [251, 504, 417, 546]
- column-7: [1235, 43, 1428, 1932]
- batsman-runs: 0: [1612, 237, 1618, 248]
- cycling-heading: Australasian Cycling Championship.: [1649, 1053, 1793, 1112]
- dunlop-text: (Per Press Association.) CHRISTCHURCH, Sept. 2. Twenty-five of the competitors in the Timaru to Christchurch Dunlop road race finished, the last man, F. O'Connor, arriving in the city at 4.47 and the last at 6.30 p.m. The men encountered bad weather, and the roads in many places were very heavy. The winner was found in W. L. Hunter, his time being 7 hours 4 min.: [1438, 1059, 1618, 1196]
- batsman-name: Hill, c Hargreave, b Arnold: [1438, 812, 1566, 823]
- masthead-title: TARANAKI DAILY NEWS, MONDAY, SEPTEMBER 4, 1905.: [599, 8, 1434, 34]
- steamers-text: Burgermeister Petersen, due about September 1, sailed from New York June 16, via Australian ports. Ugande, due about August 30, sailed from Calcutta July 20. Bruni Buel, due about September 10, sailed from New York June 23, via Australian ports and Auckland. Corinthic, due about September 11, sailed from Plymouth July 29, via Capetown and Hobart. Tongariro, due about September 14, sailed from London July 28 via Capetown and Hobart. Paparoa, due about September 27, sailed from Plymouth August 12, via Capetown and Hobart.: [41, 601, 225, 801]
- railway-accident-heading: TERRIBLE RAILWAY ACCIDENT: [1669, 48, 1773, 107]
- news-paragraph: Questioned about the selling of our dairy produce, the Government Dairy Expert, Mr Kinsella, said: "We ought to have a better system of selling our produce. Instead of selling to different buyers every year we should have a resident agent at Home.": [847, 43, 1027, 130]
- letter-title: SOMEWHAT A NUISANCE.: [1046, 447, 1221, 461]
- batsman-runs: 1: [1612, 504, 1618, 515]
- batsman-name: Trumper, lbw, b Brand: [1438, 786, 1543, 797]
- scorecard-total: [1438, 928, 1618, 941]
- news-paragraph: HAVE YOU USED THE genuine and original article for the use of Equitable Bronchial Troubles? The world-famed remedy is Sander's Eucalypti Extract. Insist on having the genuine SANDER AND SONS' EUCALYPTI EXTRACT and refuse all others.: [847, 545, 1027, 645]
- batsman-runs: 18: [1606, 773, 1618, 784]
- news-paragraph: Shareholders of the Equitable Building Society will note that subscriptions will be payable at the Society's office, Currie Street, to-day, Monday, between the hours of 9 a.m. and 12.30 p.m., 1.30 p.m. and 5 p.m., and 7 p.m. and 9 p.m.: [847, 452, 1027, 539]
- reserved-seats-heading: Reserved Seats on the Railway.: [1061, 1248, 1206, 1276]
- bullot-heading: Louis F. Bullot,: [261, 673, 406, 693]
- scorecard-row: [1438, 452, 1618, 465]
- batsman-name: Cuffe, b Howell: [1438, 478, 1511, 490]
- batsman-name: Armstrong, b Hargreave: [1438, 799, 1553, 810]
- fourth-page-heading: ON THE FOURTH PAGE.: [857, 690, 1016, 704]
- batsman-runs: 1: [1612, 530, 1618, 541]
